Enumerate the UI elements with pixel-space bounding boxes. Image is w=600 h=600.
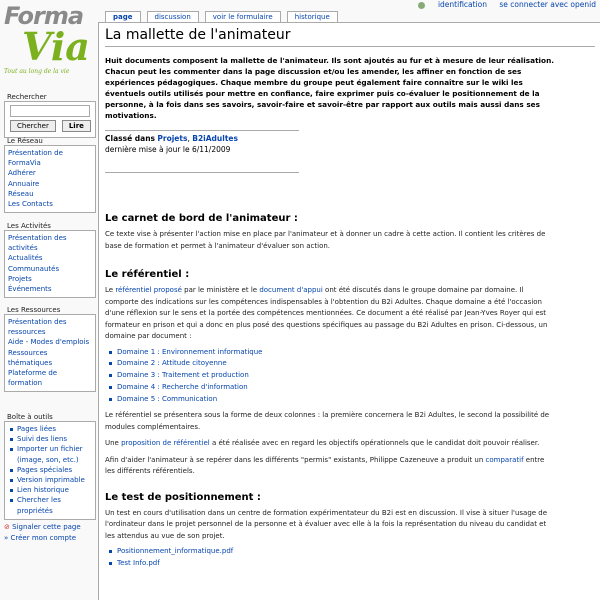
- list-item[interactable]: Lien historique: [17, 485, 92, 495]
- reseau-portlet: [4, 137, 96, 213]
- divider: [105, 130, 299, 131]
- sidebar-item-presentation-formavia[interactable]: Présentation de FormaVia: [8, 149, 63, 168]
- sidebar-item-annuaire[interactable]: Annuaire: [8, 179, 40, 188]
- report-page-link[interactable]: Signaler cette page: [12, 523, 81, 531]
- logo-tagline: Tout au long de la vie: [4, 68, 70, 75]
- site-logo[interactable]: [4, 4, 96, 84]
- search-title: Rechercher: [7, 93, 47, 101]
- list-item[interactable]: Domaine 2 : Attitude citoyenne: [117, 358, 555, 370]
- tab-history[interactable]: historique: [287, 11, 338, 23]
- list-item[interactable]: Domaine 1 : Environnement informatique: [117, 347, 555, 359]
- toolbox-portlet: [4, 413, 96, 520]
- referentiel-paragraph: Le référentiel proposé par le ministère et le document d'appui ont été discutés dans le groupe domaine par domaine. Il comporte des indications sur les compétences indispensables à l'obtention du B2i Adultes. Chaque domaine a été l'occasion d'une réflexion sur le sens et la portée des compétences mentionnées. Ce document a été réalisé par Jean-Yves Royer qui est formateur en prison et qui a donc en plus posé des questions spécifiques au passage du B2i Adultes en prison. Ci-dessous, un domaine par document :: [105, 286, 548, 340]
- sidebar-item-adherer[interactable]: Adhérer: [8, 169, 36, 178]
- sidebar-item-evenements[interactable]: Événements: [8, 285, 52, 294]
- section-title-test: Le test de positionnement :: [105, 491, 261, 503]
- proposition-paragraph: Une proposition de référentiel a été réalisée avec en regard les objectifs opérationnels que le candidat doit pouvoir réaliser.: [105, 439, 540, 448]
- list-item[interactable]: Domaine 5 : Communication: [117, 394, 555, 406]
- search-portlet: [4, 93, 96, 138]
- list-item[interactable]: Importer un fichier (image, son, etc.): [17, 444, 92, 464]
- list-item[interactable]: Positionnement_informatique.pdf: [117, 546, 555, 558]
- intro-text: Huit documents composent la mallette de l'animateur. Ils sont ajoutés au fur et à mesure de leur réalisation. Chacun peut les commenter dans la page discussion et/ou les amender, les affiner en fonction de ses expériences pédagogiques. Chaque membre du groupe peut également faire connaître sur le wiki les éventuels outils utilisés pour mettre en confiance, faire exprimer puis co-évaluer le positionnement de la personne, à la fois dans ses savoirs, savoir-faire et savoir-être par rapport aux outils mais aussi dans ses motivations.: [105, 56, 555, 120]
- search-input[interactable]: [10, 105, 90, 117]
- sidebar-item-aide[interactable]: Aide - Modes d'emplois: [8, 338, 90, 347]
- main-content: [98, 22, 600, 600]
- domain-list: [105, 347, 555, 406]
- category-link-b2iadultes[interactable]: B2iAdultes: [192, 134, 238, 143]
- sidebar-item-presentation-ressources[interactable]: Présentation des ressources: [8, 318, 67, 337]
- personal-tools: [398, 0, 596, 12]
- section-title-carnet: Le carnet de bord de l'animateur :: [105, 213, 298, 224]
- section-text-test: Un test en cours d'utilisation dans un centre de formation expérimentateur du B2i est en discussion. Il vise à situer l'usage de l'ordinateur dans le projet personnel de la personne et à évaluer avec elle à la fois la représentation du niveau du candidat et les attendus au vue de son projet.: [105, 508, 548, 540]
- list-item[interactable]: Suivi des liens: [17, 434, 92, 444]
- sidebar-item-communautes[interactable]: Communautés: [8, 264, 60, 273]
- ressources-title: Les Ressources: [7, 306, 61, 314]
- list-item[interactable]: Pages spéciales: [17, 465, 92, 475]
- sidebar-item-ressources-thematiques[interactable]: Ressources thématiques: [8, 348, 53, 367]
- sidebar-item-actualites[interactable]: Actualités: [8, 254, 43, 263]
- proposition-link[interactable]: proposition de référentiel: [121, 439, 210, 448]
- list-item[interactable]: Version imprimable: [17, 475, 92, 485]
- tab-form[interactable]: voir le formulaire: [205, 11, 281, 23]
- sidebar-item-projets[interactable]: Projets: [8, 274, 32, 283]
- page-tabs: [105, 11, 344, 22]
- tab-page[interactable]: page: [105, 11, 141, 23]
- section-title-referentiel: Le référentiel :: [105, 269, 190, 280]
- sidebar-item-presentation-activites[interactable]: Présentation des activités: [8, 234, 67, 253]
- sidebar-item-reseau[interactable]: Réseau: [8, 189, 34, 198]
- list-item[interactable]: Domaine 3 : Traitement et production: [117, 370, 555, 382]
- sidebar-item-contacts[interactable]: Les Contacts: [8, 200, 53, 209]
- tab-discussion[interactable]: discussion: [147, 11, 199, 23]
- page-title: La mallette de l'animateur: [105, 27, 595, 47]
- list-item[interactable]: Domaine 4 : Recherche d'information: [117, 382, 555, 394]
- list-item[interactable]: Pages liées: [17, 424, 92, 434]
- category-link-projets[interactable]: Projets: [157, 134, 188, 143]
- read-button[interactable]: Lire: [62, 120, 91, 132]
- sidebar-item-plateforme[interactable]: Plateforme de formation: [8, 369, 58, 388]
- search-button[interactable]: Chercher: [10, 120, 56, 132]
- toolbox-title: Boîte à outils: [7, 413, 53, 421]
- logo-text-forma: Forma: [4, 2, 84, 30]
- create-account-link[interactable]: » Créer mon compte: [4, 533, 77, 542]
- comparatif-paragraph: Afin d'aider l'animateur à se repérer dans les différents "permis" existants, Philippe Cazeneuve a produit un comparatif entre les différents référentiels.: [105, 455, 545, 476]
- activites-portlet: [4, 222, 96, 298]
- logo-text-via: Via: [22, 24, 90, 69]
- list-item[interactable]: Chercher les propriétés: [17, 495, 92, 515]
- category-line: Classé dans Projets, B2iAdultes dernière mise à jour le 6/11/2009: [105, 134, 238, 154]
- ressources-portlet: [4, 306, 96, 392]
- last-update: dernière mise à jour le 6/11/2009: [105, 145, 231, 154]
- identification-link[interactable]: identification: [408, 0, 487, 9]
- referentiel-propose-link[interactable]: référentiel proposé: [115, 286, 182, 294]
- openid-login-link[interactable]: se connecter avec openid: [499, 0, 596, 9]
- document-appui-link[interactable]: document d'appui: [259, 286, 323, 294]
- reseau-title: Le Réseau: [7, 137, 43, 145]
- referentiel-format-text: Le référentiel se présentera sous la forme de deux colonnes : la première concernera le B2i Adultes, le second la possibilité de modules complémentaires.: [105, 411, 550, 431]
- section-text-carnet: Ce texte vise à présenter l'action mise en place par l'animateur et à donner un cadre à cette action. Il contient les critères de base de formation et permet à l'animateur d'évaluer son action.: [105, 230, 546, 250]
- warning-icon: ⊘: [4, 523, 10, 531]
- list-item[interactable]: Test Info.pdf: [117, 558, 555, 570]
- user-icon: [418, 2, 425, 9]
- file-list: [105, 546, 555, 570]
- comparatif-link[interactable]: comparatif: [485, 455, 524, 464]
- extra-links: [4, 522, 81, 543]
- activites-title: Les Activités: [7, 222, 51, 230]
